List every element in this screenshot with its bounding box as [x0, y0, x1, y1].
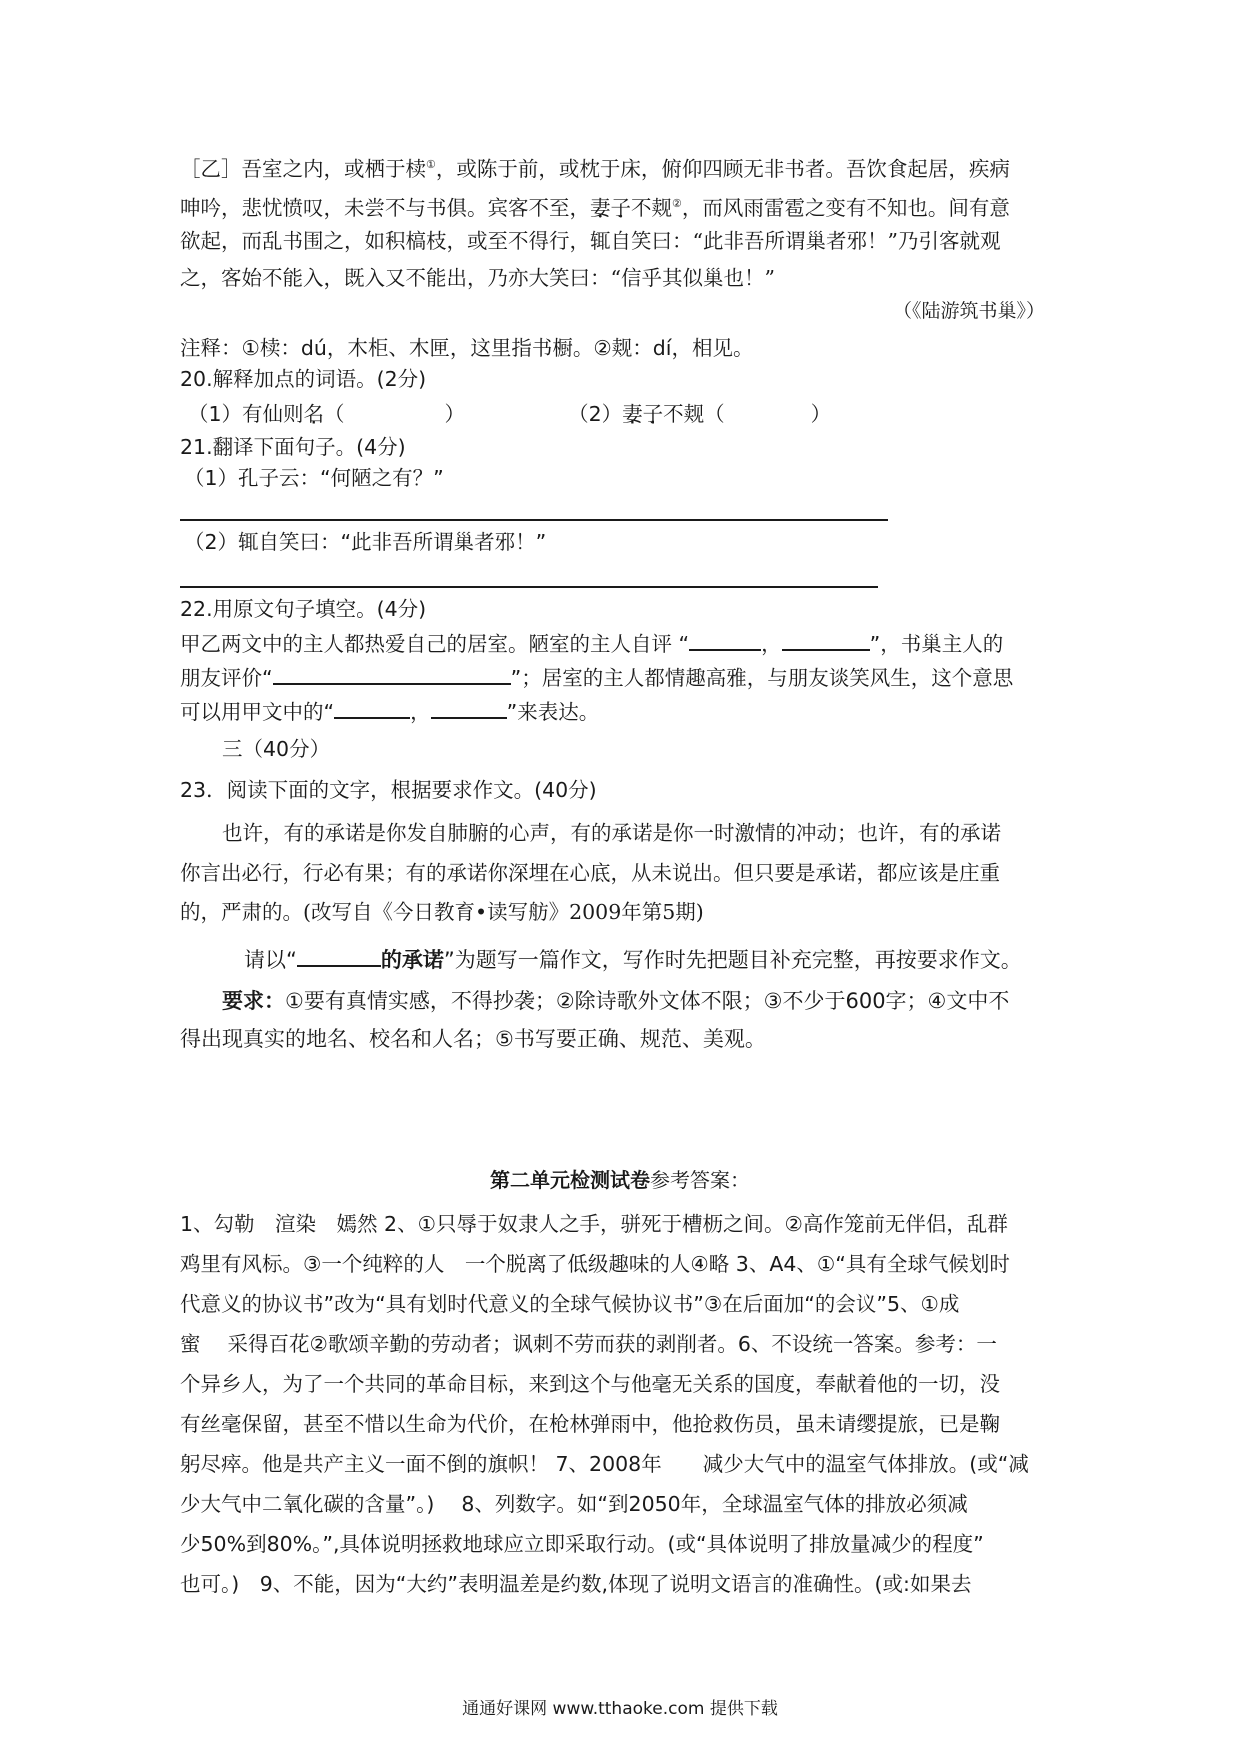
passage-b-source: （《陆游筑书巢》） [892, 300, 1045, 322]
answer-line [180, 586, 878, 588]
dotted-char: 妻 [590, 195, 611, 220]
answers-line: 蜜 采得百花②歌颂辛勤的劳动者；讽刺不劳而获的剥削者。6、不设统一答案。参考：一 [180, 1332, 997, 1356]
q23-requirements-line-2: 得出现真实的地名、校名和人名；⑤书写要正确、规范、美观。 [180, 1027, 766, 1051]
dotted-char: 名 [303, 402, 325, 426]
passage-b-line-2: 呻吟，悲忧愤叹，未尝不与书俱。宾客不至，妻子不觌②，而风雨雷雹之变有不知也。间有意 [180, 195, 1010, 220]
q21-sentence-2: （2）辄自笑曰：“此非吾所谓巢者邪！” [184, 530, 547, 554]
passage-b-line-1: ［乙］吾室之内，或栖于椟①，或陈于前，或枕于床，俯仰四顾无非书者。吾饮食起居，疾病 [180, 156, 1010, 181]
fill-blank[interactable] [782, 627, 870, 651]
q23-paragraph-line-3: 的，严肃的。(改写自《今日教育•读写舫》2009年第5期) [180, 900, 704, 924]
q22-line-3: 可以用甲文中的“ ， ”来表达。 [180, 695, 599, 729]
q20-title: 20.解释加点的词语。(2分) [180, 367, 427, 391]
answers-line: 也可。) 9、不能，因为“大约”表明温差是约数,体现了说明文语言的准确性。(或:如果去 [180, 1572, 972, 1596]
answers-line: 个异乡人，为了一个共同的革命目标，来到这个与他毫无关系的国度，奉献着他的一切，没 [180, 1372, 1000, 1396]
q22-line-2: 朋友评价“ ”；居室的主人都情趣高雅，与朋友谈笑风生，这个意思 [180, 661, 1013, 695]
passage-b-line-4: 之，客始不能入，既入又不能出，乃亦大笑曰：“信乎其似巢也！” [180, 266, 775, 290]
answers-heading: 第二单元检测试卷参考答案： [490, 1168, 750, 1192]
answers-line: 有丝毫保留，甚至不惜以生命为代价，在枪林弹雨中，他抢救伤员，虽未请缨提旅，已是鞠 [180, 1412, 1000, 1436]
q23-requirements-line-1: 要求：①要有真情实感，不得抄袭；②除诗歌外文体不限；③不少于600字；④文中不 [222, 989, 1010, 1013]
answers-line: 鸡里有风标。③一个纯粹的人 一个脱离了低级趣味的人④略 3、A4、①“具有全球气候划时 [180, 1252, 1010, 1276]
footnote-marker-1: ① [426, 158, 436, 171]
answers-line: 躬尽瘁。他是共产主义一面不倒的旗帜！ 7、2008年 减少大气中的温室气体排放。(或“减 [180, 1452, 1029, 1476]
dotted-char: 子 [610, 195, 631, 220]
q23-title: 23．阅读下面的文字，根据要求作文。(40分) [180, 778, 597, 802]
answers-line: 少大气中二氧化碳的含量”。) 8、列数字。如“到2050年，全球温室气体的排放必须减 [180, 1492, 968, 1516]
q21-sentence-1: （1）孔子云：“何陋之有？” [184, 466, 444, 490]
q21-title: 21.翻译下面句子。(4分) [180, 435, 406, 459]
fill-blank[interactable] [273, 661, 511, 685]
q20-items: （1）有仙则名（ ） （2）妻子不觌（ ） [188, 402, 832, 426]
answers-line: 1、勾勒 渲染 嫣然 2、①只辱于奴隶人之手，骈死于槽枥之间。②高作笼前无伴侣，乱群 [180, 1212, 1008, 1236]
title-blank[interactable] [297, 943, 381, 967]
fill-blank[interactable] [431, 695, 507, 719]
dotted-char: 妻 [622, 402, 643, 426]
q22-title: 22.用原文句子填空。(4分) [180, 597, 427, 621]
section-three-heading: 三（40分） [222, 737, 331, 761]
footnote-marker-2: ② [672, 197, 682, 210]
answer-line [180, 519, 888, 521]
q23-paragraph-line-1: 也许，有的承诺是你发自肺腑的心声，有的承诺是你一时激情的冲动；也许，有的承诺 [222, 821, 1001, 845]
dotted-char: 子 [642, 402, 664, 426]
fill-blank[interactable] [689, 627, 761, 651]
annotation-note: 注释：①椟：dú，木柜、木匣，这里指书橱。②觌：dí，相见。 [180, 336, 754, 360]
passage-b-line-3: 欲起，而乱书围之，如积槁枝，或至不得行，辄自笑曰：“此非吾所谓巢者邪！”乃引客就观 [180, 229, 1001, 253]
fill-blank[interactable] [334, 695, 410, 719]
q23-prompt: 请以“ 的承诺”为题写一篇作文，写作时先把题目补充完整，再按要求作文。 [244, 943, 1022, 977]
answers-line: 少50%到80%。”,具体说明拯救地球应立即采取行动。(或“具体说明了排放量减少的程度” [180, 1532, 984, 1556]
q23-paragraph-line-2: 你言出必行，行必有果；有的承诺你深埋在心底，从未说出。但只要是承诺，都应该是庄重 [180, 861, 1000, 885]
page-footer: 通通好课网 www.tthaoke.com 提供下载 [462, 1699, 778, 1719]
q22-line-1: 甲乙两文中的主人都热爱自己的居室。陋室的主人自评 “ ， ”，书巢主人的 [180, 627, 1003, 661]
answers-line: 代意义的协议书”改为“具有划时代意义的全球气候协议书”③在后面加“的会议”5、①成 [180, 1292, 960, 1316]
